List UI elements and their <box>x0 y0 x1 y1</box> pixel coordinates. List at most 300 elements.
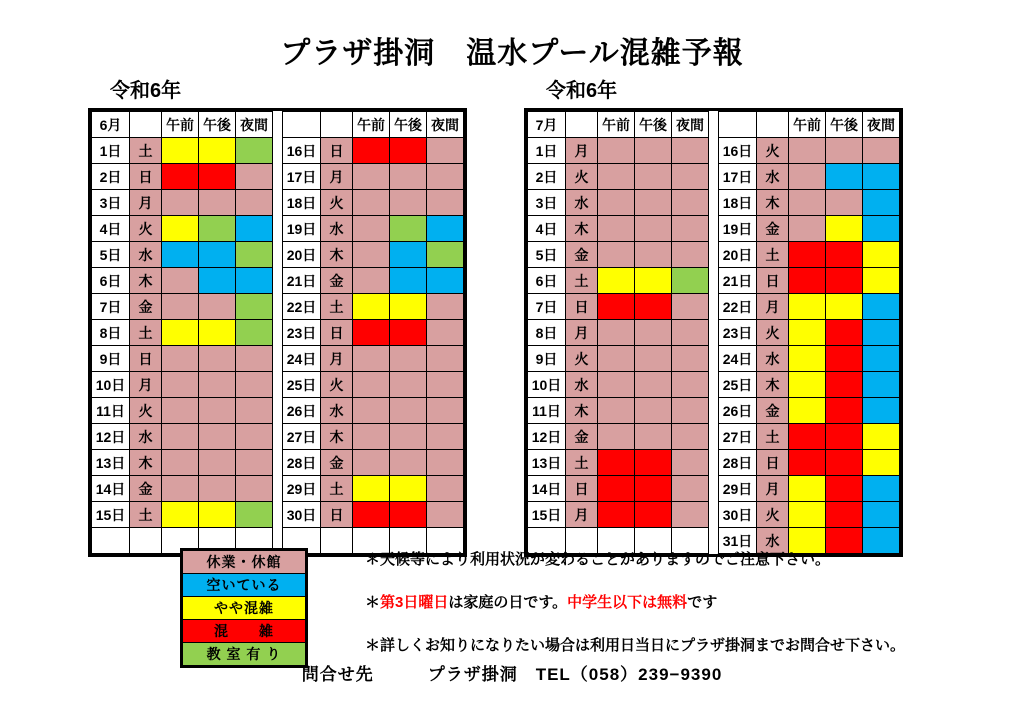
day-of-week-a: 日 <box>566 294 598 320</box>
status-cell-b <box>789 346 826 372</box>
calendar-row <box>528 346 900 372</box>
day-number-a: 14日 <box>528 476 566 502</box>
status-cell-b <box>826 190 863 216</box>
calendar-row <box>92 346 464 372</box>
status-cell-b <box>353 424 390 450</box>
status-cell-a <box>199 190 236 216</box>
column-gap <box>709 398 719 424</box>
day-of-week-b: 火 <box>757 138 789 164</box>
day-number-b: 19日 <box>283 216 321 242</box>
month-label: 6月 <box>92 112 130 138</box>
status-cell-b <box>826 450 863 476</box>
day-of-week-a: 月 <box>130 190 162 216</box>
day-of-week-b: 木 <box>757 190 789 216</box>
calendar-row <box>92 320 464 346</box>
day-of-week-b: 水 <box>757 164 789 190</box>
day-of-week-a: 火 <box>566 346 598 372</box>
note-text: ＊天候等により利用状況が変わることがありますのでご注意下さい。 <box>365 551 831 568</box>
status-cell-b <box>863 164 900 190</box>
status-cell-b <box>353 190 390 216</box>
status-cell-a <box>236 216 273 242</box>
status-cell-b <box>353 268 390 294</box>
day-number-a: 14日 <box>92 476 130 502</box>
day-number-a: 1日 <box>92 138 130 164</box>
status-cell-a <box>635 294 672 320</box>
note-text: ＊詳しくお知りになりたい場合は利用日当日にプラザ掛洞までお問合せ下さい。 <box>365 637 906 654</box>
status-cell-b <box>789 476 826 502</box>
column-gap <box>273 450 283 476</box>
status-cell-a <box>598 320 635 346</box>
status-cell-b <box>826 372 863 398</box>
day-number-b: 26日 <box>719 398 757 424</box>
status-cell-b <box>427 424 464 450</box>
status-cell-b <box>353 372 390 398</box>
status-cell-a <box>162 372 199 398</box>
day-number-a: 7日 <box>92 294 130 320</box>
calendar-row <box>528 190 900 216</box>
day-of-week-a: 日 <box>130 164 162 190</box>
header-night: 夜間 <box>672 112 709 138</box>
status-cell-a <box>672 320 709 346</box>
day-number-a: 15日 <box>92 502 130 528</box>
status-cell-a <box>236 268 273 294</box>
status-cell-b <box>390 190 427 216</box>
day-of-week-a: 金 <box>130 294 162 320</box>
status-cell-b <box>826 320 863 346</box>
status-cell-a <box>162 424 199 450</box>
status-cell-a <box>199 164 236 190</box>
status-cell-b <box>427 190 464 216</box>
note-text: です <box>687 594 718 611</box>
day-of-week-a: 土 <box>130 138 162 164</box>
header-am: 午前 <box>598 112 635 138</box>
status-cell-a <box>635 242 672 268</box>
day-number-a: 11日 <box>92 398 130 424</box>
day-of-week-a: 火 <box>130 398 162 424</box>
header-night-b: 夜間 <box>427 112 464 138</box>
calendar-row <box>92 476 464 502</box>
status-cell-b <box>826 268 863 294</box>
day-of-week-b: 土 <box>757 424 789 450</box>
day-of-week-a: 日 <box>566 476 598 502</box>
calendar-row <box>528 268 900 294</box>
status-cell-b <box>390 372 427 398</box>
column-gap <box>273 242 283 268</box>
day-of-week-b: 火 <box>321 372 353 398</box>
status-cell-b <box>390 294 427 320</box>
status-cell-a <box>672 242 709 268</box>
day-number-b: 20日 <box>719 242 757 268</box>
status-cell-a <box>236 398 273 424</box>
calendar-row <box>92 268 464 294</box>
status-cell-b <box>390 268 427 294</box>
day-number-b: 25日 <box>283 372 321 398</box>
status-cell-b <box>826 502 863 528</box>
status-cell-a <box>162 242 199 268</box>
day-number-a: 7日 <box>528 294 566 320</box>
column-gap <box>273 216 283 242</box>
day-number-b: 30日 <box>283 502 321 528</box>
status-cell-b <box>863 372 900 398</box>
day-number-a <box>92 528 130 554</box>
day-of-week-a: 月 <box>566 502 598 528</box>
status-cell-a <box>598 398 635 424</box>
day-number-b: 18日 <box>719 190 757 216</box>
status-cell-a <box>236 294 273 320</box>
day-of-week-a: 土 <box>130 320 162 346</box>
status-cell-b <box>353 216 390 242</box>
legend-item-busy: 混 雑 <box>183 620 306 643</box>
day-of-week-b: 水 <box>321 398 353 424</box>
status-cell-b <box>353 138 390 164</box>
status-cell-a <box>199 346 236 372</box>
status-cell-a <box>199 450 236 476</box>
status-cell-a <box>162 320 199 346</box>
day-of-week-a: 土 <box>566 450 598 476</box>
status-cell-a <box>199 294 236 320</box>
status-cell-a <box>162 346 199 372</box>
status-cell-b <box>826 346 863 372</box>
calendar-row <box>92 216 464 242</box>
status-cell-a <box>199 502 236 528</box>
status-cell-b <box>427 398 464 424</box>
status-cell-a <box>199 242 236 268</box>
header-am-b: 午前 <box>789 112 826 138</box>
status-cell-b <box>390 216 427 242</box>
status-cell-a <box>199 372 236 398</box>
status-cell-b <box>353 320 390 346</box>
calendar-row <box>92 424 464 450</box>
status-cell-b <box>427 502 464 528</box>
day-number-b: 17日 <box>719 164 757 190</box>
day-of-week-b <box>321 528 353 554</box>
status-cell-a <box>635 398 672 424</box>
status-cell-a <box>672 164 709 190</box>
status-cell-a <box>199 398 236 424</box>
calendar-row <box>92 294 464 320</box>
month-label: 7月 <box>528 112 566 138</box>
calendar-row <box>528 138 900 164</box>
column-gap <box>709 346 719 372</box>
day-of-week-b: 月 <box>757 294 789 320</box>
status-cell-a <box>162 476 199 502</box>
status-cell-b <box>826 398 863 424</box>
status-cell-b <box>826 164 863 190</box>
status-cell-a <box>635 190 672 216</box>
day-of-week-a: 水 <box>566 190 598 216</box>
status-cell-b <box>863 294 900 320</box>
status-cell-b <box>390 502 427 528</box>
status-cell-b <box>427 320 464 346</box>
day-number-a: 1日 <box>528 138 566 164</box>
day-number-b: 20日 <box>283 242 321 268</box>
day-number-b: 17日 <box>283 164 321 190</box>
column-gap <box>273 164 283 190</box>
note-text: 中学生以下は無料 <box>567 594 688 611</box>
day-of-week-b: 金 <box>757 216 789 242</box>
day-of-week-a: 日 <box>130 346 162 372</box>
status-cell-b <box>789 190 826 216</box>
status-cell-a <box>598 138 635 164</box>
column-gap <box>273 294 283 320</box>
day-number-b: 25日 <box>719 372 757 398</box>
day-number-b: 16日 <box>719 138 757 164</box>
day-number-b: 29日 <box>719 476 757 502</box>
day-of-week-b: 日 <box>321 502 353 528</box>
status-cell-a <box>236 424 273 450</box>
header-night-b: 夜間 <box>863 112 900 138</box>
status-cell-b <box>789 216 826 242</box>
day-of-week-a: 木 <box>130 268 162 294</box>
column-gap <box>709 268 719 294</box>
status-cell-a <box>635 450 672 476</box>
status-cell-a <box>199 138 236 164</box>
status-cell-a <box>236 450 273 476</box>
column-gap <box>709 242 719 268</box>
status-cell-a <box>672 294 709 320</box>
day-number-a: 15日 <box>528 502 566 528</box>
status-cell-a <box>236 346 273 372</box>
day-of-week-b: 金 <box>757 398 789 424</box>
day-of-week-b: 日 <box>757 268 789 294</box>
column-gap <box>273 268 283 294</box>
day-number-a: 5日 <box>92 242 130 268</box>
status-cell-a <box>598 268 635 294</box>
calendar-row <box>92 138 464 164</box>
day-of-week-b: 土 <box>321 294 353 320</box>
status-cell-a <box>672 372 709 398</box>
day-number-a: 2日 <box>92 164 130 190</box>
day-number-a: 9日 <box>528 346 566 372</box>
status-cell-b <box>427 450 464 476</box>
note-item <box>365 548 1005 569</box>
day-number-a: 6日 <box>528 268 566 294</box>
calendar-row <box>528 372 900 398</box>
column-gap <box>709 216 719 242</box>
header-night: 夜間 <box>236 112 273 138</box>
status-cell-b <box>826 242 863 268</box>
column-gap <box>709 424 719 450</box>
day-number-a: 9日 <box>92 346 130 372</box>
column-gap <box>709 112 719 138</box>
status-cell-a <box>598 294 635 320</box>
status-cell-b <box>390 346 427 372</box>
status-cell-b <box>863 398 900 424</box>
day-number-b: 26日 <box>283 398 321 424</box>
note-text: ＊ <box>365 594 381 611</box>
status-cell-a <box>635 476 672 502</box>
day-number-a: 3日 <box>92 190 130 216</box>
day-number-b: 30日 <box>719 502 757 528</box>
column-gap <box>273 476 283 502</box>
status-cell-a <box>672 346 709 372</box>
status-cell-a <box>162 268 199 294</box>
status-cell-b <box>789 138 826 164</box>
status-cell-a <box>199 476 236 502</box>
column-gap <box>273 372 283 398</box>
day-number-a: 10日 <box>92 372 130 398</box>
status-cell-a <box>162 138 199 164</box>
day-of-week-a: 水 <box>130 424 162 450</box>
status-cell-a <box>635 372 672 398</box>
status-cell-b <box>353 294 390 320</box>
calendar-header-row <box>528 112 900 138</box>
day-number-b: 18日 <box>283 190 321 216</box>
status-cell-a <box>162 190 199 216</box>
calendar-row <box>92 398 464 424</box>
status-cell-a <box>236 476 273 502</box>
status-cell-b <box>863 476 900 502</box>
status-cell-a <box>199 424 236 450</box>
status-cell-b <box>353 346 390 372</box>
status-cell-a <box>635 164 672 190</box>
day-of-week-b: 水 <box>321 216 353 242</box>
column-gap <box>709 294 719 320</box>
status-cell-a <box>598 424 635 450</box>
day-of-week-b: 金 <box>321 268 353 294</box>
day-of-week-a: 月 <box>566 138 598 164</box>
day-of-week-b: 土 <box>321 476 353 502</box>
legend-item-closed: 休業・休館 <box>183 551 306 574</box>
status-cell-b <box>353 502 390 528</box>
column-gap <box>273 112 283 138</box>
status-cell-b <box>826 476 863 502</box>
status-cell-a <box>635 346 672 372</box>
status-cell-b <box>826 424 863 450</box>
day-of-week-a: 土 <box>130 502 162 528</box>
day-of-week-b: 月 <box>321 346 353 372</box>
column-gap <box>273 190 283 216</box>
day-of-week-b: 水 <box>757 528 789 554</box>
status-cell-b <box>826 216 863 242</box>
status-cell-b <box>427 294 464 320</box>
status-cell-a <box>199 320 236 346</box>
status-cell-a <box>199 268 236 294</box>
status-cell-a <box>236 320 273 346</box>
day-number-b: 27日 <box>283 424 321 450</box>
status-cell-b <box>789 424 826 450</box>
day-number-b: 16日 <box>283 138 321 164</box>
day-number-b: 31日 <box>719 528 757 554</box>
day-of-week-a: 火 <box>566 164 598 190</box>
status-cell-a <box>162 502 199 528</box>
day-of-week-a: 金 <box>566 242 598 268</box>
status-cell-b <box>353 164 390 190</box>
day-number-b: 24日 <box>719 346 757 372</box>
day-number-a: 13日 <box>92 450 130 476</box>
status-cell-b <box>789 294 826 320</box>
calendar-row <box>528 398 900 424</box>
column-gap <box>709 502 719 528</box>
day-of-week-b: 木 <box>321 242 353 268</box>
day-of-week-a: 月 <box>130 372 162 398</box>
day-of-week-b: 月 <box>757 476 789 502</box>
status-cell-a <box>236 164 273 190</box>
column-gap <box>709 190 719 216</box>
status-cell-a <box>598 164 635 190</box>
status-cell-b <box>353 476 390 502</box>
legend-item-class: 教 室 有 り <box>183 643 306 666</box>
day-number-b: 28日 <box>283 450 321 476</box>
column-gap <box>709 164 719 190</box>
header-dow-b <box>321 112 353 138</box>
status-cell-a <box>236 502 273 528</box>
legend-item-mid: やや混雑 <box>183 597 306 620</box>
calendar-row <box>528 424 900 450</box>
status-cell-a <box>236 372 273 398</box>
day-of-week-b: 火 <box>321 190 353 216</box>
day-of-week-a: 金 <box>130 476 162 502</box>
status-cell-b <box>427 346 464 372</box>
status-cell-b <box>390 164 427 190</box>
note-item <box>365 591 1005 612</box>
day-number-a: 8日 <box>92 320 130 346</box>
status-cell-a <box>672 502 709 528</box>
header-dow <box>566 112 598 138</box>
calendar-header-row <box>92 112 464 138</box>
column-gap <box>273 346 283 372</box>
notes <box>365 548 1005 677</box>
status-cell-b <box>789 450 826 476</box>
column-gap <box>709 450 719 476</box>
status-cell-b <box>390 138 427 164</box>
status-cell-b <box>427 216 464 242</box>
status-cell-b <box>863 242 900 268</box>
calendar-row <box>92 242 464 268</box>
status-cell-b <box>789 502 826 528</box>
column-gap <box>709 138 719 164</box>
day-of-week-a: 月 <box>566 320 598 346</box>
status-cell-b <box>826 138 863 164</box>
day-number-b: 21日 <box>719 268 757 294</box>
status-cell-b <box>427 372 464 398</box>
status-cell-a <box>236 190 273 216</box>
calendar-row <box>528 476 900 502</box>
day-number-b: 21日 <box>283 268 321 294</box>
status-cell-b <box>789 268 826 294</box>
status-cell-b <box>390 476 427 502</box>
header-day-b <box>283 112 321 138</box>
status-cell-a <box>672 268 709 294</box>
day-number-a: 2日 <box>528 164 566 190</box>
day-of-week-b: 水 <box>757 346 789 372</box>
status-cell-a <box>236 242 273 268</box>
day-of-week-b: 日 <box>757 450 789 476</box>
column-gap <box>273 502 283 528</box>
legend-item-empty: 空いている <box>183 574 306 597</box>
column-gap <box>709 320 719 346</box>
status-cell-b <box>390 242 427 268</box>
status-cell-a <box>162 450 199 476</box>
day-number-a: 5日 <box>528 242 566 268</box>
calendar-june <box>88 108 467 557</box>
day-number-b: 23日 <box>283 320 321 346</box>
status-cell-b <box>863 502 900 528</box>
contact-line: 問合せ先 プラザ掛洞 TEL（058）239−9390 <box>301 665 723 684</box>
status-cell-a <box>672 190 709 216</box>
column-gap <box>273 424 283 450</box>
status-cell-b <box>863 320 900 346</box>
status-cell-a <box>635 268 672 294</box>
calendar-row <box>92 502 464 528</box>
day-of-week-b: 土 <box>757 242 789 268</box>
calendar-row <box>92 450 464 476</box>
day-of-week-a: 火 <box>130 216 162 242</box>
status-cell-b <box>427 268 464 294</box>
status-cell-b <box>789 164 826 190</box>
calendar-row <box>528 294 900 320</box>
status-cell-a <box>672 476 709 502</box>
